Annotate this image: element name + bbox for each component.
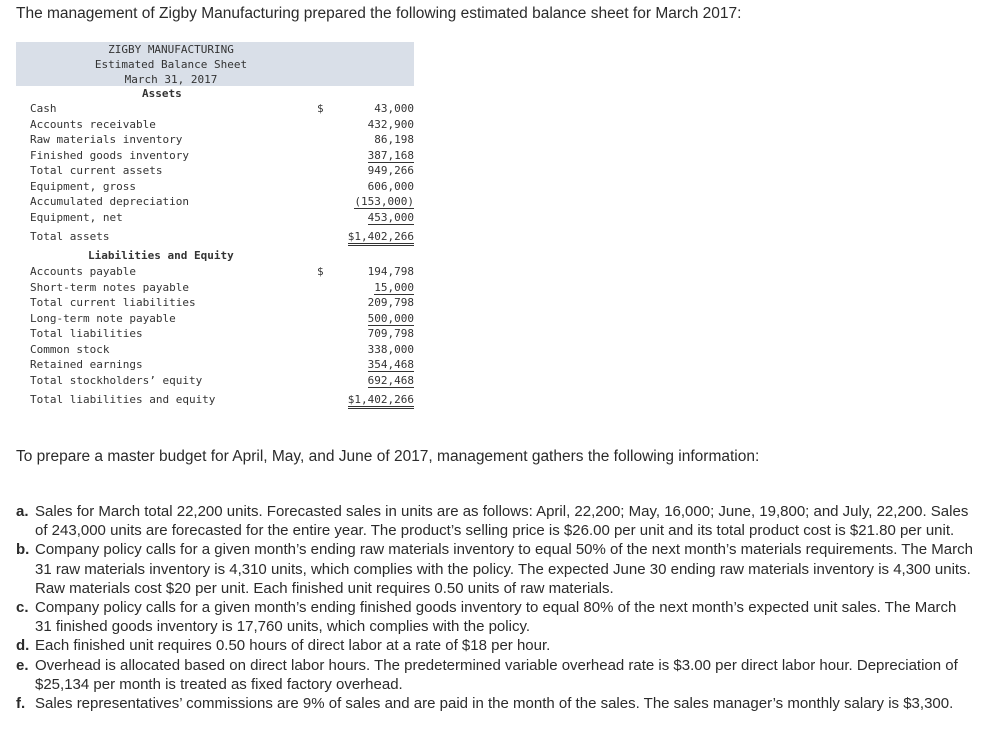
asset-row-raw-materials: [30, 132, 414, 148]
liability-row-total-liabilities-and-equity: [30, 392, 414, 408]
row-label: Total current liabilities: [30, 296, 196, 309]
row-amount: (153,000): [354, 195, 414, 208]
row-label: Accounts payable: [30, 265, 136, 278]
row-amount: 709,798: [367, 327, 414, 340]
row-amount: 86,198: [374, 133, 414, 146]
list-item: [16, 636, 976, 655]
item-letter: a.: [16, 503, 29, 520]
row-amount: 43,000: [374, 102, 414, 115]
statement-date: March 31, 2017: [124, 73, 218, 86]
row-label: Accounts receivable: [30, 117, 156, 131]
row-amount: 338,000: [367, 342, 414, 356]
item-text: Company policy calls for a given month’s ending finished goods inventory to equal 80% of the next month’s expected unit sales. The March 31 finished goods inventory is 17,760 units, which complies with the policy.: [35, 599, 957, 636]
row-label: Accumulated depreciation: [30, 195, 189, 208]
liabilities-heading: Liabilities and Equity: [88, 249, 234, 262]
list-item: [16, 694, 976, 713]
item-text: Each finished unit requires 0.50 hours of direct labor at a rate of $18 per hour.: [35, 637, 551, 655]
row-amount: 453,000: [367, 210, 414, 224]
row-label: Equipment, gross: [30, 179, 136, 193]
liability-row-retained-earnings: [30, 357, 414, 373]
row-label: Total liabilities: [30, 327, 143, 340]
currency-symbol: $: [317, 265, 324, 278]
item-text: Sales for March total 22,200 units. Forecasted sales in units are as follows: April, 22,200; May, 16,000; June, 19,800; and July, 22,200. Sales of 243,000 units are forecasted for the entire year. The product’s selling price is $26.00 per unit and its total product cost is $21.80 per unit.: [35, 503, 969, 540]
currency-symbol: $: [317, 102, 324, 115]
asset-row-finished-goods: [30, 148, 414, 164]
row-amount: $1,402,266: [330, 392, 414, 408]
list-item: [16, 502, 976, 540]
asset-row-total-assets: [30, 229, 414, 245]
item-text: Overhead is allocated based on direct labor hours. The predetermined variable overhead rate is $3.00 per direct labor hour. Depreciation of $25,134 per month is treated as fixed factory overhead.: [35, 656, 958, 693]
balance-sheet-header: [16, 42, 414, 86]
company-name: ZIGBY MANUFACTURING: [108, 43, 234, 56]
asset-row-total-current-assets: [30, 163, 414, 179]
row-label: Equipment, net: [30, 210, 123, 224]
row-amount: $1,402,266: [330, 229, 414, 245]
row-amount: 354,468: [367, 358, 414, 371]
asset-row-equipment-net: [30, 210, 414, 226]
list-item: [16, 656, 976, 694]
row-label: Common stock: [30, 342, 110, 356]
row-label: Total current assets: [30, 164, 163, 177]
row-label: Cash: [30, 102, 57, 115]
liability-row-short-term-notes: [30, 280, 414, 296]
liability-row-total-stockholders-equity: [30, 373, 414, 389]
row-label: Long-term note payable: [30, 311, 176, 325]
liability-row-total-current-liabilities: [30, 295, 414, 311]
budget-information-list: [16, 502, 976, 713]
item-letter: e.: [16, 656, 29, 674]
row-amount: 432,900: [367, 117, 414, 131]
item-letter: c.: [16, 599, 29, 617]
row-amount: 692,468: [367, 373, 414, 387]
budget-intro-text: To prepare a master budget for April, May, and June of 2017, management gathers the following information:: [16, 448, 760, 465]
row-amount: 15,000: [374, 280, 414, 294]
row-amount: 387,168: [367, 148, 414, 162]
list-item: [16, 540, 976, 598]
row-amount: 949,266: [367, 164, 414, 177]
row-label: Raw materials inventory: [30, 133, 183, 146]
asset-row-equipment-gross: [30, 179, 414, 195]
list-item: [16, 598, 976, 636]
item-text: Sales representatives’ commissions are 9% of sales and are paid in the month of the sales. The sales manager’s monthly salary is $3,300.: [35, 695, 954, 713]
liability-row-common-stock: [30, 342, 414, 358]
row-amount: 500,000: [367, 311, 414, 325]
liability-row-long-term-note: [30, 311, 414, 327]
liability-row-total-liabilities: [30, 326, 414, 342]
item-letter: d.: [16, 637, 30, 655]
row-label: Finished goods inventory: [30, 148, 189, 162]
liability-row-accounts-payable: [30, 264, 414, 280]
row-label: Total assets: [30, 230, 110, 243]
intro-text: The management of Zigby Manufacturing prepared the following estimated balance sheet for March 2017:: [16, 5, 742, 22]
asset-row-accounts-receivable: [30, 117, 414, 133]
item-letter: f.: [16, 695, 26, 713]
balance-sheet: [16, 42, 414, 406]
row-amount: 606,000: [367, 179, 414, 193]
asset-row-cash: [30, 101, 414, 117]
statement-title: Estimated Balance Sheet: [94, 58, 248, 71]
item-text: Company policy calls for a given month’s ending raw materials inventory to equal 50% of the next month’s materials requirements. The March 31 raw materials inventory is 4,310 units, which complies with the policy. The expected June 30 ending raw materials inventory is 4,300 units. Raw materials cost $20 per unit. Each finished unit requires 0.50 units of raw materials.: [35, 541, 973, 597]
row-label: Total liabilities and equity: [30, 393, 216, 406]
row-amount: 209,798: [367, 296, 414, 309]
asset-row-accumulated-depreciation: [30, 194, 414, 210]
row-label: Short-term notes payable: [30, 280, 189, 294]
row-label: Retained earnings: [30, 358, 143, 371]
row-label: Total stockholders’ equity: [30, 373, 203, 387]
item-letter: b.: [16, 541, 30, 559]
row-amount: 194,798: [367, 265, 414, 278]
assets-heading: Assets: [142, 87, 182, 100]
